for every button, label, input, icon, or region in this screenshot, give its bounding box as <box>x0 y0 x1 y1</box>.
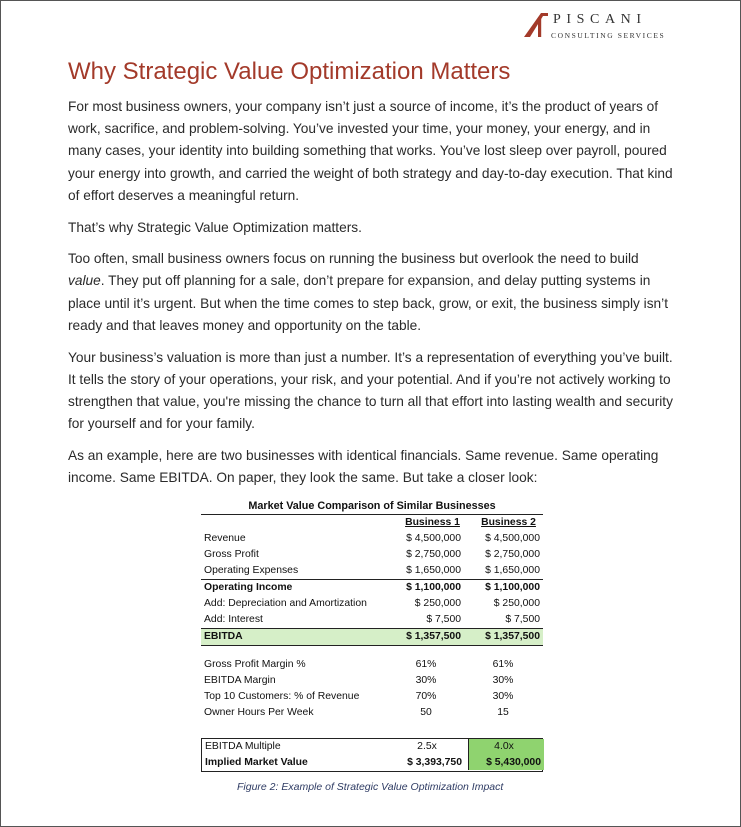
logo-mark-icon <box>524 13 548 37</box>
row-label: Add: Interest <box>204 614 263 625</box>
row-label: Top 10 Customers: % of Revenue <box>204 691 360 702</box>
column-header-business-1: Business 1 <box>405 517 460 528</box>
row-label: Add: Depreciation and Amortization <box>204 598 367 609</box>
table-row-interest <box>201 612 543 629</box>
section-heading: Why Strategic Value Optimization Matters <box>68 58 511 85</box>
logo-subtitle: CONSULTING SERVICES <box>551 31 666 40</box>
table-row-top-customers <box>201 689 543 705</box>
table-row-gross-profit-margin <box>201 657 543 673</box>
row-label: Owner Hours Per Week <box>204 707 314 718</box>
row-label: EBITDA <box>204 631 243 642</box>
business-2-value: $ 2,750,000 <box>485 549 540 560</box>
paragraph-5: As an example, here are two businesses with identical financials. Same revenue. Same operating income. Same EBITDA. On paper, they look the same. But take a closer look: <box>68 447 659 486</box>
column-header-business-2: Business 2 <box>481 517 536 528</box>
paragraph-3-end: . They put off planning for a sale, don’t prepare for expansion, and delay putting systems in place until it’s urgent. But when the time comes to step back, grow, or exit, the business simply isn’t ready and that leaves money and opportunity on the table. <box>68 273 669 333</box>
business-1-value: $ 7,500 <box>426 614 461 625</box>
body-text <box>68 96 674 499</box>
business-2-value: 30% <box>492 675 514 686</box>
figure-caption: Figure 2: Example of Strategic Value Optimization Impact <box>237 781 504 793</box>
paragraph-3-emphasis: value <box>68 273 101 289</box>
business-2-value: $ 7,500 <box>505 614 540 625</box>
business-1-value: $ 4,500,000 <box>406 533 461 544</box>
table-row-depreciation <box>201 596 543 612</box>
row-label: Operating Income <box>204 582 293 593</box>
business-1-value: 61% <box>415 659 437 670</box>
business-1-value: $ 1,357,500 <box>406 631 461 642</box>
table-row-implied-market-value <box>202 755 542 771</box>
table-row-revenue <box>201 531 543 547</box>
paragraph-3-start: Too often, small business owners focus on running the business but overlook the need to build <box>68 251 639 267</box>
row-label: Operating Expenses <box>204 565 299 576</box>
business-1-value: 2.5x <box>417 741 437 752</box>
table-title: Market Value Comparison of Similar Businesses <box>201 498 543 515</box>
row-label: Gross Profit Margin % <box>204 659 306 670</box>
comparison-table <box>201 498 543 772</box>
business-2-value: 15 <box>497 707 509 718</box>
company-logo <box>524 11 684 41</box>
paragraph-1: For most business owners, your company isn’t just a source of income, it’s the product of years of work, sacrifice, and problem-solving. You’ve invested your time, your money, your energy, and in many cases, your identity into building something that works. You’ve lost sleep over payroll, poured your energy into growth, and carried the weight of both strategy and day-to-day execution. That kind of effort deserves a meaningful return. <box>68 99 673 203</box>
logo-name: PISCANI <box>553 12 647 27</box>
business-1-value: 30% <box>415 675 437 686</box>
business-1-value: 50 <box>420 707 432 718</box>
row-label: Gross Profit <box>204 549 259 560</box>
paragraph-2: That’s why Strategic Value Optimization matters. <box>68 219 362 235</box>
table-row-gross-profit <box>201 547 543 563</box>
valuation-box <box>201 738 543 772</box>
business-1-value: $ 1,650,000 <box>406 565 461 576</box>
business-2-value: $ 5,430,000 <box>486 757 541 768</box>
paragraph-4: Your business’s valuation is more than just a number. It’s a representation of everything you’ve built. It tells the story of your operations, your risk, and your potential. And if you’re not actively working to strengthen that value, you're missing the chance to turn all that effort into lasting wealth and security for yourself and for your family. <box>68 349 673 432</box>
paragraph-3 <box>68 248 674 337</box>
business-2-value: $ 4,500,000 <box>485 533 540 544</box>
table-row-ebitda-multiple <box>202 739 542 755</box>
table-row-operating-expenses <box>201 563 543 580</box>
business-1-value: $ 1,100,000 <box>406 582 461 593</box>
table-row-ebitda-margin <box>201 673 543 689</box>
row-label: Revenue <box>204 533 246 544</box>
business-2-value: $ 250,000 <box>493 598 540 609</box>
business-2-value: $ 1,650,000 <box>485 565 540 576</box>
business-2-value: $ 1,100,000 <box>485 582 540 593</box>
row-label: Implied Market Value <box>205 757 308 768</box>
business-1-value: $ 2,750,000 <box>406 549 461 560</box>
table-header-row <box>201 515 543 531</box>
table-row-ebitda <box>201 629 543 646</box>
business-2-value: $ 1,357,500 <box>485 631 540 642</box>
business-1-value: $ 250,000 <box>414 598 461 609</box>
business-1-value: $ 3,393,750 <box>407 757 462 768</box>
business-2-value: 61% <box>492 659 514 670</box>
table-row-owner-hours <box>201 705 543 721</box>
business-2-value: 30% <box>492 691 514 702</box>
row-label: EBITDA Margin <box>204 675 276 686</box>
row-label: EBITDA Multiple <box>205 741 281 752</box>
table-row-operating-income <box>201 580 543 596</box>
business-2-value: 4.0x <box>494 741 514 752</box>
business-1-value: 70% <box>415 691 437 702</box>
